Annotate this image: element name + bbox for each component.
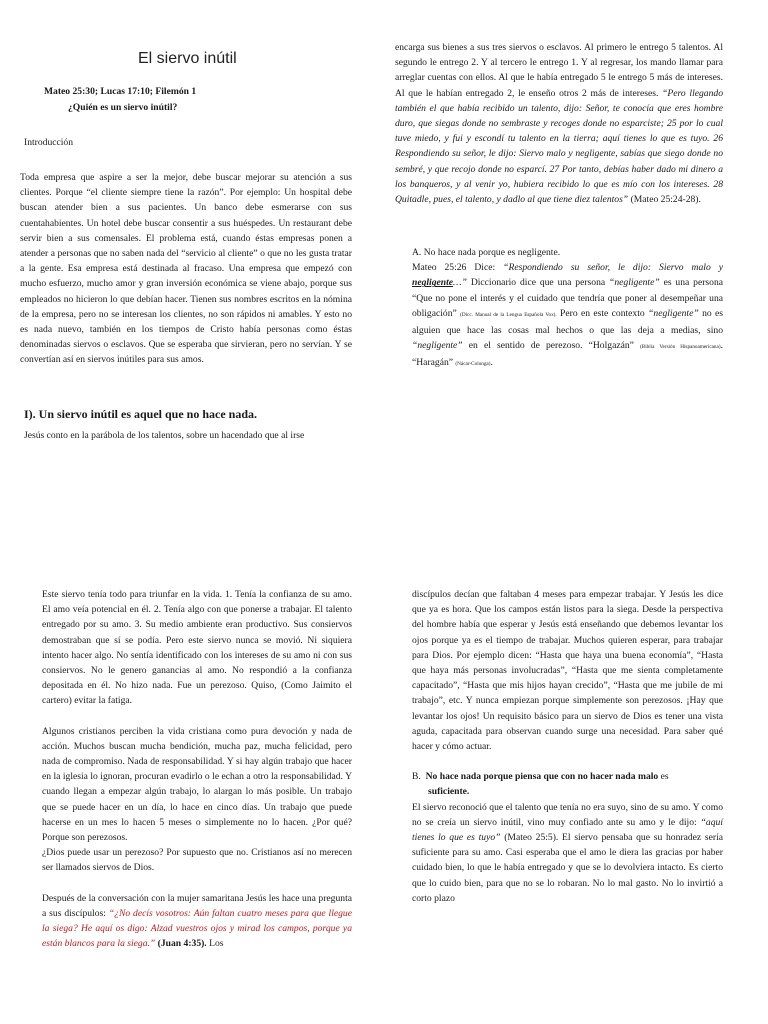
a-text-6: en el sentido de perezoso.	[468, 340, 583, 352]
juan-quote: “¿No decís vosotros: Aún faltan cuatro meses para que llegue la siega? He aquí os digo: Alzad vuestros ojos y mirad los campos, porque ya están blancos para la siega.”	[42, 907, 352, 950]
subsection-b-heading	[412, 769, 723, 799]
reference-line: Mateo 25:30; Lucas 17:10; Filemón 1	[44, 86, 197, 97]
a-text-4: Pero en este contexto	[560, 307, 645, 319]
honradez-text-2: (Mateo 25:5). El siervo pensaba que su honradez sería suficiente para su amo. Casi esperaba que el amo le diera las gracias por haber cuidado bien, lo que le había entregado y que se lo devolviera intacto. Es cierto que lo cuido bien, para que no se lo robaran. No lo mal gasto. No lo invirtió a corto plazo	[412, 832, 723, 904]
b-heading-suficiente: suficiente.	[428, 786, 470, 798]
parable-quote: “Pero llegando también el que había recibido un talento, dijo: Señor, te conocía que eres hombre duro, que siegas donde no sembraste y recoges donde no esparciste; 25 por lo cual tuve miedo, y fui y escondí tu talento en la tierra; aquí tienes lo que es tuyo. 26 Respondiendo su señor, le dijo: Siervo malo y negligente, sabías que siego donde no sembré, y que recojo donde no esparcí. 27 Por tanto, debías haber dado mi dinero a los banqueros, y al venir yo, hubiera recibido lo que es mío con los intereses. 28 Quitadle, pues, el talento, y dadlo al que tiene diez talentos”	[395, 87, 723, 206]
a-text-2: Diccionario dice que una persona	[470, 277, 606, 289]
a-quote-2: “negligente”	[609, 277, 660, 289]
parable-reference: (Mateo 25:24-28).	[630, 194, 701, 206]
intro-heading: Introducción	[24, 137, 74, 148]
page2-right-column	[412, 587, 723, 906]
a-source-1: (Dicc. Manual de la Lengua Española Vox).	[460, 311, 557, 318]
paragraph-discipulos: discípulos decían que faltaban 4 meses para empezar trabajar. Y Jesús les dice que ya es hora. Que los campos están listos para la siega. Desde la perspectiva del hombre había que esperar y Jesús está enseñando que debemos levantar los ojos porque ya es el tiempo de trabajar. Muchos quieren esperar, para trabajar para Dios. Por ejemplo dicen: “Hasta que haya una buena economía”, “Hasta que haya más personas involucradas”, “Hasta que me sienta completamente capacitado”, “Hasta que mis hijos hayan crecido”, “Hasta que me jubile de mi trabajo”, etc. Y nunca empiezan porque simplemente son perezosos. ¡Hay que levantar los ojos! Un requisito básico para un siervo de Dios es tener una vista aguda, capacitada para observan cuando surge una necesidad. Para saber qué hacer y cómo actuar.	[412, 589, 723, 753]
key-question: ¿Quién es un siervo inútil?	[68, 102, 178, 113]
subsection-a	[412, 245, 723, 373]
honradez-quote: “aquí tienes lo que es tuyo”	[412, 816, 723, 844]
intro-column	[20, 170, 352, 368]
a-quote-1-end: …”	[453, 277, 467, 289]
document-title: El siervo inútil	[138, 50, 237, 67]
a-text-1: Mateo 25:26 Dice:	[412, 262, 496, 274]
b-label: B.	[412, 771, 421, 783]
paragraph-cristianos: Algunos cristianos perciben la vida cristiana como pura devoción y nada de acción. Muchos buscan mucha bendición, mucha paz, mucha felicidad, pero nada de compromiso. Nada de responsabilidad. Y si hay algún trabajo que hacer en la iglesia lo ignoran, procuran evadirlo o le echan a otro la responsabilidad. Y cuando llegan a empezar algún trabajo, lo alargan lo más posible. Un trabajo que se puede hacer en un día, lo hace en cinco días. Un trabajo que puede hacerse en un mes lo hacen 5 meses o simplemente no lo hacen. ¿Por qué? Porque son perezosos.	[42, 725, 352, 844]
a-text-5: no es alguien que hace las cosas mal hechos o que las deja a medias, sino	[412, 307, 723, 337]
section-heading-1: I). Un siervo inútil es aquel que no hace nada.	[24, 407, 258, 421]
b-heading-es: es	[660, 771, 669, 783]
subsection-a-body: Mateo 25:26 Dice: “Respondiendo su señor, le dijo: Siervo malo y negligente…” Diccionario dice que una persona “negligente” es una persona “Que no pone el interés y el cuidado que tendría que poner al desempeñar una obligación” (Dicc. Manual de la Lengua Española Vox). Pero en este contexto “negligente” no es alguien que hace las cosas mal hechos o que las deja a medias, sino “negligente” en el sentido de perezoso. “Holgazán” (Biblia Versión Hispanoamericana). “Haragán” (Nácar-Colunga).	[412, 262, 724, 369]
intro-paragraph: Toda empresa que aspire a ser la mejor, debe buscar mejorar su atención a sus clientes. Porque “el cliente siempre tiene la razón”. Por ejemplo: Un hospital debe buscan atender bien a sus pacientes. Un banco debe esmerarse con sus cuentahabientes. Un hotel debe buscar consentir a sus huéspedes. Un restaurant debe servir bien a sus comensales. El problema está, cuando éstas empresas ponen a atender a personas que no saben nada del “servicio al cliente” o que no les gusta tratar a la gente. Esa empresa está destinada al fracaso. Una empresa que empezó con mucho esfuerzo, mucho amor y gran inversión económica se viene abajo, porque sus empleados no hicieron lo que debían hacer. Tienen sus nombres escritos en la nómina de la empresa, pero no se interesan los clientes, no son rápidos ni amables. Y esto no es nada nuevo, también en los tiempos de Cristo había personas como éstas denominadas siervos o esclavos. Que se esperaba que sirvieran, pero no servían. Y se convertían así en siervos inútiles para sus amos.	[20, 172, 352, 366]
a-text-3: es una persona “Que no pone el interés y el cuidado que tendría que poner al desempeñar una obligación”	[412, 277, 724, 319]
b-heading-text: No hace nada porque piensa que con no hacer nada malo	[425, 771, 659, 783]
a-source-2: (Biblia Versión Hispanoamericana)	[640, 344, 721, 351]
negligente-word: negligente	[412, 277, 454, 289]
parable-text: encarga sus bienes a sus tres siervos o esclavos. Al primero le entrego 5 talentos. Al segundo le entrego 2. Y al tercero le entrego 1. Y al regresar, los mando llamar para arreglar cuentas con ellos. Al que le había entregado 5 le entrego 5 más de intereses. Al que le habían entregado 2, le enseño otros 2 más de intereses.	[395, 42, 723, 99]
a-quote-1: “Respondiendo su señor, le dijo: Siervo malo y	[503, 262, 723, 274]
paragraph-perezoso: ¿Dios puede usar un perezoso? Por supuesto que no. Cristianos así no merecen ser llamados siervos de Dios.	[42, 847, 352, 874]
scripture-references	[44, 84, 196, 116]
paragraph-honradez	[412, 800, 723, 906]
a-source-3: (Nácar-Colunga)	[455, 361, 491, 368]
a-quote-3: “negligente”	[648, 307, 699, 319]
paragraph-siervo: Este siervo tenía todo para triunfar en la vida. 1. Tenía la confianza de su amo. El amo veía potencial en él. 2. Tenía algo con que ponerse a trabajar. El talento entregado por su amo. 3. Su medio ambiente eran productivo. Sus consiervos demostraban que sí se podía. Pero este siervo nunca se movió. Ni siquiera intento hacer algo. No sentía identificado con los intereses de su amo ni con sus consiervos. No le genero ganancias al amo. No respondió a la confianza depositada en él. No hizo nada. Fue un perezoso. Quiso, (Como Jaimito el cartero) evitar la fatiga.	[42, 589, 352, 707]
section-1-intro	[24, 428, 352, 443]
samaritana-continuation: Los	[209, 938, 224, 950]
holgazan-word: “Holgazán”	[588, 340, 634, 352]
haragan-word: “Haragán”	[412, 357, 454, 369]
a-quote-4: “negligente”	[412, 340, 463, 352]
parable-paragraph	[395, 40, 723, 207]
parable-column	[395, 40, 723, 207]
paragraph-samaritana	[42, 891, 352, 952]
section-1-text: Jesús conto en la parábola de los talentos, sobre un hacendado que al irse	[24, 430, 305, 441]
samaritana-text: Después de la conversación con la mujer samaritana Jesús les hace una pregunta a sus discípulos:	[42, 892, 352, 919]
subsection-a-heading: A. No hace nada porque es negligente.	[412, 247, 561, 258]
honradez-text-1: El siervo reconoció que el talento que tenía no era suyo, sino de su amo. Y como no se creía un siervo inútil, vino muy confiado ante su amo y le dijo:	[412, 801, 723, 828]
page2-left-column	[42, 587, 352, 951]
juan-reference: (Juan 4:35).	[157, 938, 207, 950]
